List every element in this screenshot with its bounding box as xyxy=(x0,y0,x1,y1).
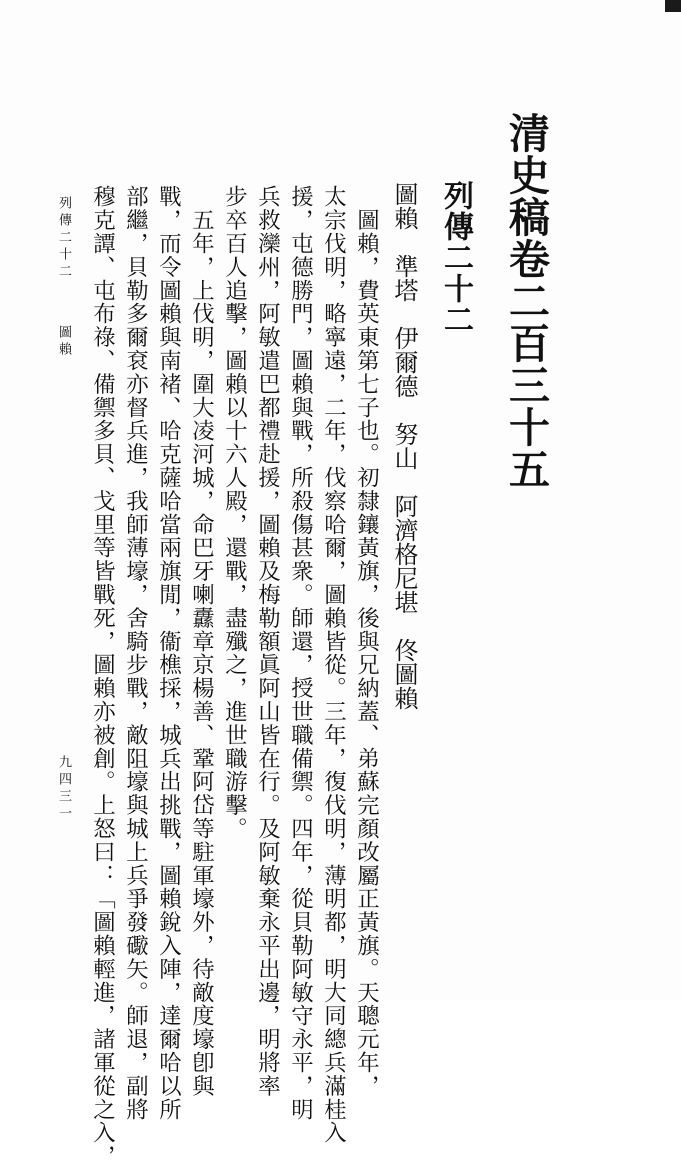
scan-edge-mark xyxy=(665,0,681,12)
text-column-6: 五年，上伐明，圍大凌河城，命巴牙喇纛章京楊善、鞏阿岱等駐軍壕外，待敵度壕卽與 xyxy=(188,185,215,1098)
text-column-9: 穆克譚、屯布祿、備禦多貝、戈里等皆戰死，圖賴亦被創。上怒曰：「圖賴輕進，諸軍從之入， xyxy=(89,185,116,1168)
text-column-7: 戰，而令圖賴與南褚、哈克薩哈當兩旗閒，衞樵採，城兵出挑戰，圖賴銳入陣，達爾哈以所 xyxy=(155,185,182,1121)
text-column-1: 圖賴，費英東第七子也。初隸鑲黃旗，後與兄納蓋、弟蘇完顏改屬正黃旗。天聰元年， xyxy=(353,185,380,1098)
text-column-8: 部繼，貝勒多爾袞亦督兵進，我師薄壕，舍騎步戰，敵阻壕與城上兵爭發礮矢。師退，副將 xyxy=(122,185,149,1121)
running-header-section: 列傳二十二 xyxy=(56,196,71,281)
text-column-2: 太宗伐明，略寧遠，二年，伐察哈爾，圖賴皆從。三年，復伐明，薄明都，明大同總兵滿桂入 xyxy=(320,185,347,1145)
section-subtitle: 列傳二十二 xyxy=(438,180,473,335)
biography-names: 圖賴 準塔 伊爾德 努山 阿濟格尼堪 佟圖賴 xyxy=(390,182,418,710)
text-column-5: 步卒百人追擊，圖賴以十六人殿，還戰，盡殲之，進世職游擊。 xyxy=(221,185,248,841)
text-column-3: 援，屯德勝門，圖賴與戰，所殺傷甚衆。師還，授世職備禦。四年，從貝勒阿敏守永平，明 xyxy=(287,185,314,1121)
running-header xyxy=(57,196,70,359)
page-number: 九四三一 xyxy=(56,755,71,823)
chapter-title: 清史稿卷二百三十五 xyxy=(502,112,550,490)
running-header-name: 圖賴 xyxy=(56,325,71,359)
text-column-4: 兵救灤州，阿敏遣巴都禮赴援，圖賴及梅勒額眞阿山皆在行。及阿敏棄永平出邊，明將率 xyxy=(254,185,281,1098)
